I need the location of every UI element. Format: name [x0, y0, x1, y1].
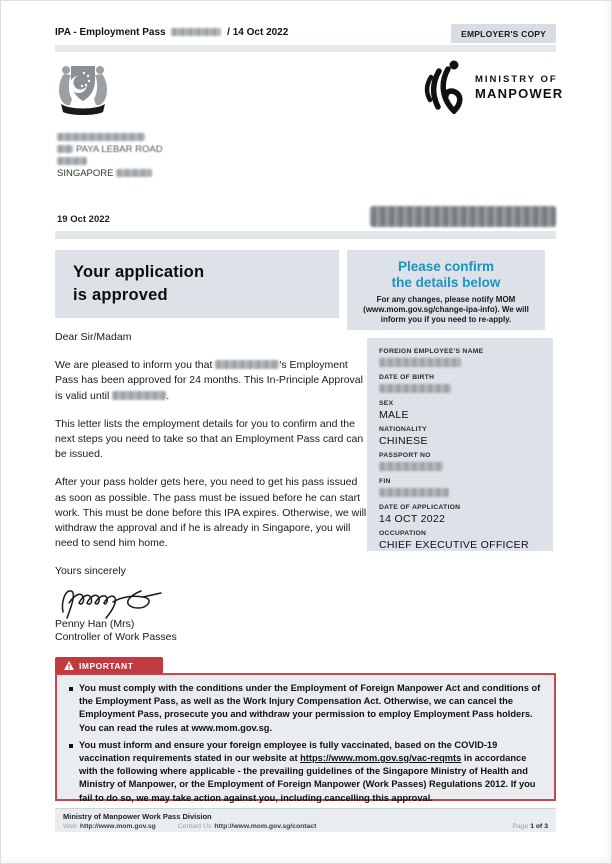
signer-name: Penny Han (Mrs): [55, 617, 135, 630]
bullet-marker: [69, 687, 73, 691]
letter-salutation: Dear Sir/Madam: [55, 331, 132, 343]
field-passport-no: PASSPORT NO: [379, 452, 545, 473]
application-approved-banner: [55, 250, 339, 318]
field-nationality: NATIONALITY CHINESE: [379, 426, 428, 447]
bullet-marker: [69, 744, 73, 748]
mom-logo-text: [475, 74, 563, 101]
redacted-passport-value: [379, 462, 443, 471]
mom-logo-line1: MINISTRY OF: [475, 73, 558, 85]
address-line-2: PAYA LEBAR ROAD: [57, 144, 163, 156]
address-line-3: [57, 156, 163, 168]
field-date-of-application: DATE OF APPLICATION 14 OCT 2022: [379, 504, 461, 525]
letter-paragraph-1: We are pleased to inform you that 's Employment Pass has been approved for 24 months. This In-Principle Approval is valid until .: [55, 359, 363, 402]
page-footer: [55, 808, 556, 832]
footer-division-name: Ministry of Manpower Work Pass Division: [63, 812, 212, 821]
employers-copy-badge: EMPLOYER'S COPY: [451, 24, 556, 43]
letter-closing: Yours sincerely: [55, 565, 126, 578]
approval-banner-title: Your application is approved: [73, 263, 205, 304]
header-title-prefix: IPA - Employment Pass: [55, 27, 166, 38]
important-tab-label: IMPORTANT: [79, 660, 134, 671]
confirm-callout-body: For any changes, please notify MOM (www.mom.gov.sg/change-ipa-info). We will inform you if you need to re-apply.: [363, 295, 529, 324]
footer-web-label: Web: [63, 823, 77, 830]
redacted-name-value: [379, 358, 461, 367]
footer-links-row: [63, 823, 548, 830]
section-divider-bar: [55, 231, 556, 239]
confirm-callout-title: Please confirm the details below: [391, 259, 501, 290]
redacted-pass-number: [171, 28, 221, 36]
address-line-4: SINGAPORE: [57, 168, 163, 180]
confirm-details-callout: [347, 250, 545, 330]
letter-date: 19 Oct 2022: [57, 214, 110, 225]
header-title-date: / 14 Oct 2022: [227, 27, 289, 38]
vaccination-requirements-link[interactable]: https://www.mom.gov.sg/vac-reqmts: [300, 753, 462, 764]
footer-web-url: http://www.mom.gov.sg: [79, 823, 156, 830]
mom-logo-glyph: [424, 60, 468, 114]
handwritten-signature: [55, 582, 367, 618]
field-occupation: OCCUPATION CHIEF EXECUTIVE OFFICER: [379, 530, 529, 551]
ministry-of-manpower-logo: [424, 60, 563, 114]
document-header-title: [55, 27, 288, 38]
field-fin: FIN: [379, 478, 545, 499]
foreign-employee-details-panel: [367, 338, 553, 551]
footer-page-indicator: Page 1 of 3: [512, 823, 548, 830]
singapore-state-crest-logo: [57, 59, 109, 122]
field-date-of-birth: DATE OF BIRTH: [379, 374, 545, 395]
warning-triangle-icon: [64, 661, 74, 670]
redacted-fin-value: [379, 488, 449, 497]
redacted-expiry-date: [112, 391, 166, 400]
letter-paragraph-3: After your pass holder gets here, you need to get his pass issued as soon as possible. The pass must be issued before he can start work. This must be done before this IPA expires. Otherwise, we will withdraw the approval and if he is already in Singapore, you will need to send him home.: [55, 476, 367, 550]
footer-contact-url: http://www.mom.gov.sg/contact: [214, 823, 317, 830]
important-bullet-1: You must comply with the conditions under the Employment of Foreign Manpower Act and conditions of the Employment Pass, as well as the Work Injury Compensation Act. Otherwise, we can cancel the Employment Pass, prosecute you and withdraw your permission to employ Employment Pass holders. You can read the rules at www.mom.gov.sg.: [67, 682, 542, 735]
recipient-address-block: [57, 132, 163, 180]
letter-paragraph-2: This letter lists the employment details for you to confirm and the next steps you need to take so that an Employment Pass card can be issued.: [55, 417, 364, 461]
address-line-1: [57, 132, 163, 144]
important-bullet-2: You must inform and ensure your foreign employee is fully vaccinated, based on the COVID-19 vaccination requirements stated in our website at https://www.mom.gov.sg/vac-reqmts in accordance with the following where applicable - the prevailing guidelines of the Singapore Ministry of Health and Ministry of Manpower, or the Employment of Foreign Manpower (Work Passes) Regulations 2012. If you fail to do so, we may take action against you, including cancelling this approval.: [67, 739, 542, 805]
important-tab: [55, 657, 163, 674]
header-divider-bar: [55, 45, 556, 52]
field-sex: SEX MALE: [379, 400, 409, 421]
redacted-dob-value: [379, 384, 451, 393]
important-notice-box: [55, 673, 556, 801]
footer-contact-label: Contact Us: [177, 823, 212, 830]
letter-body: [55, 330, 367, 645]
mom-logo-line2: MANPOWER: [475, 85, 564, 101]
signer-title: Controller of Work Passes: [55, 631, 177, 644]
field-foreign-employee-name: FOREIGN EMPLOYEE'S NAME: [379, 348, 545, 369]
redacted-reference-block: [370, 206, 556, 227]
redacted-employee-name: [215, 360, 279, 369]
